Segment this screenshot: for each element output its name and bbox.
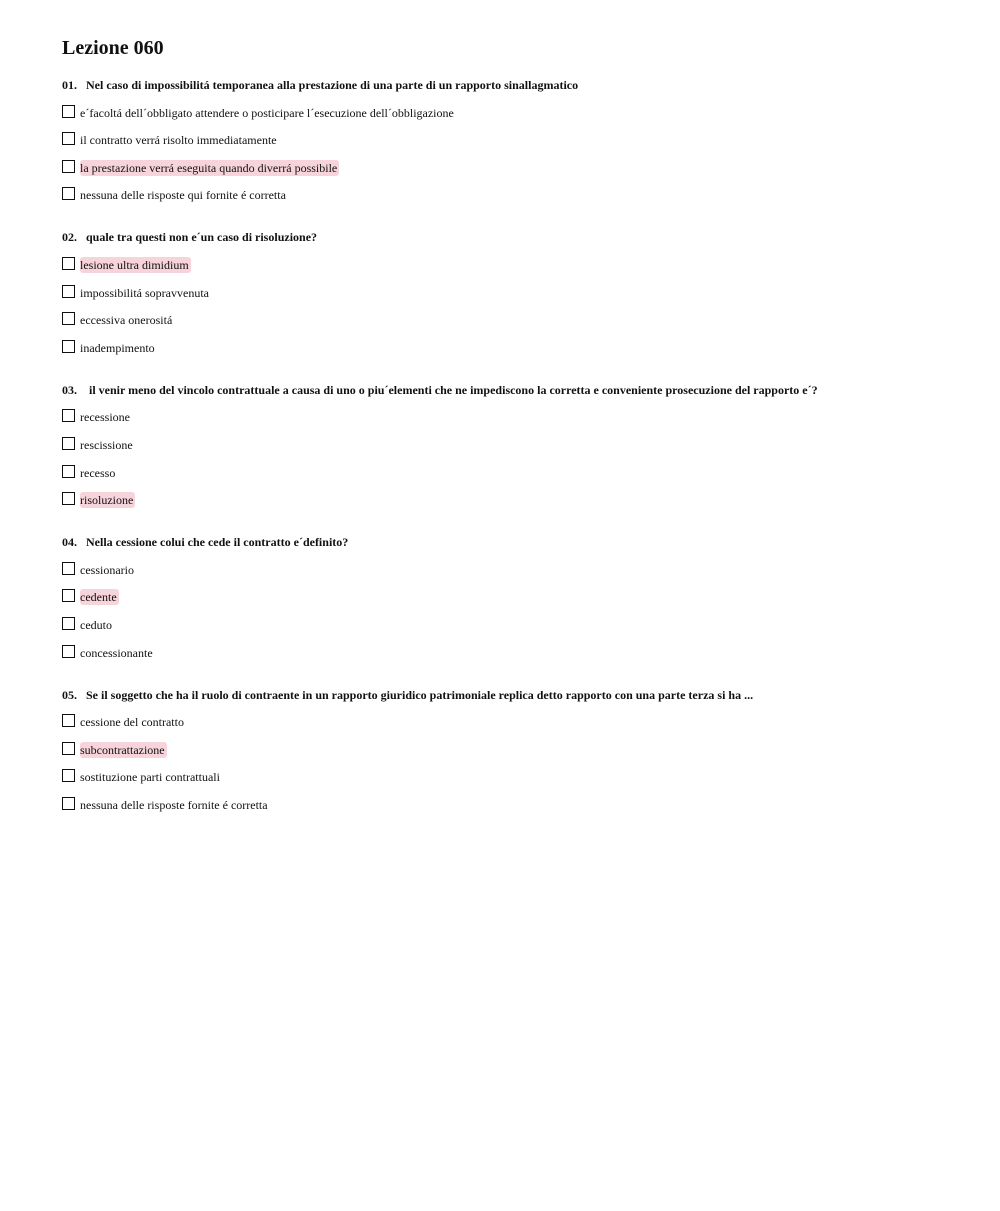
answer-text: impossibilitá sopravvenuta	[80, 285, 209, 300]
answer-option	[62, 714, 962, 730]
answer-text: cessionario	[80, 562, 134, 577]
answer-option	[62, 589, 962, 605]
question-block	[62, 229, 962, 355]
question-text: quale tra questi non e´un caso di risoluzione?	[86, 230, 318, 245]
answer-text: il contratto verrá risolto immediatamente	[80, 133, 277, 148]
question-heading	[62, 229, 962, 245]
answer-checkbox[interactable]	[62, 285, 75, 298]
question-list	[62, 77, 962, 813]
answer-checkbox[interactable]	[62, 742, 75, 755]
question-block	[62, 77, 962, 203]
answer-checkbox[interactable]	[62, 409, 75, 422]
answer-text: recesso	[80, 465, 116, 480]
answer-text-highlighted: la prestazione verrá eseguita quando diverrá possibile	[80, 160, 338, 175]
answer-text: sostituzione parti contrattuali	[80, 770, 220, 785]
answer-text: e´facoltá dell´obbligato attendere o posticipare l´esecuzione dell´obbligazione	[80, 105, 454, 120]
question-text: il venir meno del vincolo contrattuale a causa di uno o piu´elementi che ne impediscono la corretta e conveniente prosecuzione del rapporto e´?	[86, 382, 818, 397]
question-heading	[62, 534, 962, 550]
question-block	[62, 687, 962, 813]
answer-option	[62, 645, 962, 661]
answer-checkbox[interactable]	[62, 769, 75, 782]
answer-option	[62, 465, 962, 481]
question-text: Nella cessione colui che cede il contratto e´definito?	[86, 535, 349, 550]
answer-checkbox[interactable]	[62, 105, 75, 118]
answer-checkbox[interactable]	[62, 132, 75, 145]
answer-checkbox[interactable]	[62, 797, 75, 810]
answer-option	[62, 105, 962, 121]
answer-text: rescissione	[80, 437, 133, 452]
answer-text-highlighted: cedente	[80, 590, 117, 605]
answer-option	[62, 492, 962, 508]
question-text: Se il soggetto che ha il ruolo di contraente in un rapporto giuridico patrimoniale replica detto rapporto con una parte terza si ha ...	[86, 687, 754, 702]
answer-option	[62, 187, 962, 203]
answer-checkbox[interactable]	[62, 492, 75, 505]
answer-checkbox[interactable]	[62, 340, 75, 353]
answer-checkbox[interactable]	[62, 465, 75, 478]
question-block	[62, 382, 962, 508]
answer-option	[62, 617, 962, 633]
answer-text: concessionante	[80, 645, 153, 660]
question-block	[62, 534, 962, 660]
answer-option	[62, 409, 962, 425]
question-number: 04.	[62, 535, 77, 550]
answer-text-highlighted: risoluzione	[80, 493, 134, 508]
answer-checkbox[interactable]	[62, 257, 75, 270]
answer-checkbox[interactable]	[62, 562, 75, 575]
answer-text-highlighted: lesione ultra dimidium	[80, 257, 189, 272]
answer-text: nessuna delle risposte qui fornite é corretta	[80, 188, 286, 203]
question-heading	[62, 382, 962, 398]
answer-text: nessuna delle risposte fornite é corretta	[80, 797, 268, 812]
answer-checkbox[interactable]	[62, 617, 75, 630]
answer-text: ceduto	[80, 617, 112, 632]
answer-option	[62, 769, 962, 785]
answer-text: eccessiva onerositá	[80, 313, 173, 328]
answer-option	[62, 742, 962, 758]
answer-checkbox[interactable]	[62, 160, 75, 173]
question-number: 03.	[62, 382, 77, 397]
question-heading	[62, 687, 962, 703]
question-heading	[62, 77, 962, 93]
document-page	[62, 36, 962, 813]
answer-checkbox[interactable]	[62, 589, 75, 602]
answer-option	[62, 160, 962, 176]
question-text: Nel caso di impossibilitá temporanea alla prestazione di una parte di un rapporto sinallagmatico	[86, 78, 579, 92]
answer-option	[62, 437, 962, 453]
answer-option	[62, 797, 962, 813]
answer-option	[62, 312, 962, 328]
answer-option	[62, 132, 962, 148]
answer-checkbox[interactable]	[62, 714, 75, 727]
answer-checkbox[interactable]	[62, 312, 75, 325]
answer-text-highlighted: subcontrattazione	[80, 742, 165, 757]
answer-option	[62, 562, 962, 578]
page-title: Lezione 060	[62, 37, 164, 59]
answer-option	[62, 340, 962, 356]
answer-checkbox[interactable]	[62, 437, 75, 450]
answer-text: inadempimento	[80, 340, 155, 355]
answer-text: recessione	[80, 410, 130, 425]
answer-checkbox[interactable]	[62, 187, 75, 200]
answer-checkbox[interactable]	[62, 645, 75, 658]
answer-option	[62, 285, 962, 301]
answer-text: cessione del contratto	[80, 715, 184, 730]
question-number: 05.	[62, 687, 77, 702]
question-number: 01.	[62, 78, 77, 92]
question-number: 02.	[62, 230, 77, 245]
answer-option	[62, 257, 962, 273]
